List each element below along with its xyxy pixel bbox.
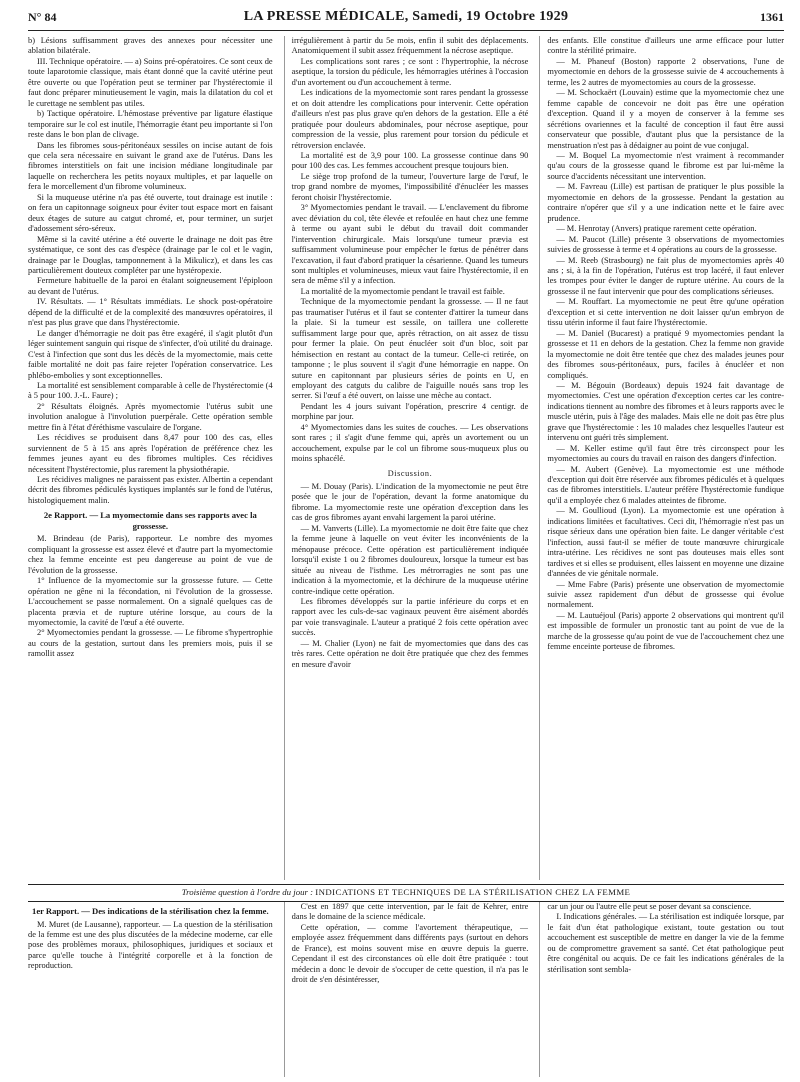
paragraph: car un jour ou l'autre elle peut se poser devant sa conscience. (547, 902, 752, 911)
paragraph: — M. Schockaërt (Louvain) estime que la myomectomie chez une femme capable de concevoir ne doit pas être une opération d'exception. Quand il y a moyen de conserver à la femme ses sécrétions ovariennes et la faculté de conception il faut être aussi conservateur que possible, d'autant plus que la persistance de la menstruation n'est pas à dédaigner au point de vue conjugal. (547, 88, 784, 150)
paragraph: Pendant les 4 jours suivant l'opération, prescrire 4 centigr. de morphine par jour. (291, 401, 529, 422)
question-prefix: Troisième question à l'ordre du jour : (181, 887, 314, 897)
paragraph: Les récidives se produisent dans 8,47 pour 100 des cas, elles surviennent de 5 à 15 ans après l'opération de préférence chez les femmes jeunes ayant eu des fibromes multiples. Ces récidives nécessitent l'hystérectomie, plus rarement la physiothérapie. (28, 433, 273, 474)
paragraph: 3° Myomectomies pendant le travail. — L'enclavement du fibrome avec déviation du col, tête élevée et refoulée en haut chez une femme à terme ou ayant subi le début du travail doit commander l'intervention chirurgicale. Mais lorsqu'une tumeur prævia est suffisamment volumineuse pour empêcher le fœtus de pénétrer dans l'excavation, il faut d'abord pratiquer la césarienne. Quand les tumeurs sont multiples et volumineuses, mieux vaut faire l'hystérectomie, il en sera de même s'il y a infection. (291, 203, 529, 286)
paragraph: 2° Résultats éloignés. Après myomectomie l'utérus subit une involution analogue à l'involution puerpérale. Cette opération semble mettre fin à l'état d'éréthisme vasculaire de l'organe. (28, 401, 273, 432)
paragraph: IV. Résultats. — 1° Résultats immédiats. Le shock post-opératoire dépend de la difficulté et de la complexité des manœuvres opératoires, il n'est pas plus grave que dans l'hystérectomie. (28, 297, 273, 328)
paragraph: C'est en 1897 que cette intervention, par le fait de Kehrer, entre dans le domaine de la science médicale. (291, 902, 529, 922)
question-title: INDICATIONS ET TECHNIQUES DE LA STÉRILISATION CHEZ LA FEMME (315, 887, 631, 897)
paragraph: — M. Aubert (Genève). La myomectomie est une méthode d'exception qui doit être réservée aux fibromes pédiculés et à quelques cas de fibromes interstitiels. L'auteur préfère l'hystérectomie fundique qu'il a employée chez 6 malades atteintes de fibrome. (547, 464, 784, 505)
paragraph: I. Indications générales. — La stérilisation est indiquée lorsque, par le fait d'un état pathologique existant, toute gestation ou tout accouchement est susceptible de mettre en danger la vie de la femme ou de compromettre gravement sa santé. Cet état pathologique peut être congénital ou acquis. De ce fait les indications générales de la stérilisation sont sembla- (547, 912, 784, 974)
paragraph: Technique de la myomectomie pendant la grossesse. — Il ne faut pas traumatiser l'utérus et il faut se contenter d'attirer la tumeur dans la plaie. Si la tumeur est sessile, on taillera une collerette suffisamment large pour que, après rétraction, on ait assez de tissu pour fermer la plaie. On peut énucléer soit d'un bloc, soit par hémisection en restant au contact de la tumeur. Celle-ci retirée, on tamponne ; le plus souvent il s'agit d'une hémorragie en nappe. On suture en capitonnant par plusieurs séries de points en U, en employant des catguts du calibre de l'aiguille noués sans trop les serrer. Si l'œuf a été ouvert, on laisse une mèche au contact. (291, 297, 529, 401)
paragraph: Les indications de la myomectomie sont rares pendant la grossesse et on doit attendre les complications pour intervenir. Cette opération d'ailleurs n'est pas plus grave qu'en dehors de la gestation. Elle a été pratiquée pour douleurs abdominales, pour nécrose aseptique, pour compression de la vessie, plus rarement pour torsion du pédicule et rétroversion enclavée. (291, 88, 529, 150)
bottom-columns (28, 902, 784, 1077)
paragraph: Le siège trop profond de la tumeur, l'ouverture large de l'œuf, le trop grand nombre de myomes, l'impossibilité d'énucléer les masses feront choisir l'hystérectomie. (291, 171, 529, 202)
paragraph: — M. Lautuéjoul (Paris) apporte 2 observations qui montrent qu'il est impossible de formuler un pronostic tant au point de vue de la marche de la grossesse qu'au point de vue de l'accouchement chez une femme enceinte porteuse de fibromes. (547, 610, 784, 652)
paragraph: 2° Myomectomies pendant la grossesse. — Le fibrome s'hypertrophie au cours de la gestation, surtout dans les premiers mois, puis il se ramollit assez (28, 628, 273, 659)
bottom-column-1 (28, 902, 273, 1077)
paragraph: — M. Chalier (Lyon) ne fait de myomectomies que dans des cas très rares. Cette opération ne doit être pratiquée que chez des femmes en mesure d'avoir (291, 638, 529, 669)
paragraph: Le danger d'hémorragie ne doit pas être exagéré, il s'agit plutôt d'un léger suintement sanguin qui risque de s'infecter, d'où utilité du drainage. C'est à l'infection que sont dus les décès de la myomectomie, mais cette faible mortalité ne doit pas faire rejeter l'opération conservatrice. Les phlébo-embolies y sont exceptionnelles. (28, 328, 273, 380)
paragraph: b) Tactique opératoire. L'hémostase préventive par ligature élastique temporaire sur le col est inutile, l'hémorragie étant peu importante si l'on reste dans le bon plan de clivage. (28, 109, 273, 140)
paragraph: Même si la cavité utérine a été ouverte le drainage ne doit pas être systématique, ce sont des cas d'espèce (drainage par le col et le vagin, drainage par le Douglas, tamponnement à la Mikulicz), et dans les cas particulièrement douteux compléter par une hystéropexie. (28, 234, 273, 275)
paragraph: — M. Rouffart. La myomectomie ne peut être qu'une opération d'exception et si cette intervention ne doit laisser qu'un embryon de tissu utérin informe il faut faire l'hystérectomie. (547, 297, 784, 328)
paragraph: — M. Phaneuf (Boston) rapporte 2 observations, l'une de myomectomie en dehors de la grossesse suivie de 4 accouchements à terme, les 2 autres de myomectomies au cours de la grossesse. (547, 56, 784, 87)
paragraph: 1° Influence de la myomectomie sur la grossesse future. — Cette opération ne gêne ni la fécondation, ni l'évolution de la grossesse. L'accouchement se passe normalement. On a signalé quelques cas de placenta prævia et de rupture utérine lorsque, au cours de la myomectomie, la cavité de l'œuf a été ouverte. (28, 576, 273, 628)
paragraph: Fermeture habituelle de la paroi en étalant soigneusement l'épiploon au devant de l'utérus. (28, 276, 273, 296)
paragraph: La mortalité est de 3,9 pour 100. La grossesse continue dans 90 pour 100 des cas. Les femmes accouchent presque toujours bien. (291, 150, 529, 171)
top-columns (28, 36, 784, 880)
paragraph: — M. Bégouin (Bordeaux) depuis 1924 fait davantage de myomectomies. C'est une opération d'exception certes car les contre-indications tiennent au nombre des fibromes et à leurs rapports avec le muscle utérin, puis à l'âge des malades. Mais elle ne doit pas être plus grave que l'hystérectomie : les 10 malades chez lesquelles l'auteur est intervenu ont guéri très simplement. (547, 380, 784, 443)
paragraph: — M. Vanverts (Lille). La myomectomie ne doit être faite que chez la femme jeune à laquelle on veut éviter les inconvénients de la ménopause précoce. Cette opération est particulièrement indiquée lorsqu'il existe 1 ou 2 fibromes douloureux, lorsque la tumeur est bas située au niveau de l'isthme. Les métrorragies ne sont pas une indication à la myomectomie, et la déchirure de la muqueuse utérine contre-indique cette opération. (291, 523, 529, 596)
bottom-column-2 (284, 902, 529, 1077)
paragraph: — Mme Fabre (Paris) présente une observation de myomectomie suivie assez rapidement d'un début de grossesse qui évolue normalement. (547, 579, 784, 610)
paragraph: — M. Keller estime qu'il faut être très circonspect pour les myomectomies au cours du travail en raison des dangers d'infection. (547, 443, 784, 464)
journal-title: LA PRESSE MÉDICALE, Samedi, 19 Octobre 1929 (243, 9, 569, 24)
paragraph: — M. Paucot (Lille) présente 3 observations de myomectomies suivies de grossesse à terme et 4 opérations au cours de la grossesse. (547, 234, 784, 255)
paragraph: M. Brindeau (de Paris), rapporteur. Le nombre des myomes compliquant la grossesse est assez élevé et d'autre part la myomectomie chez la femme enceinte est peu dangereuse au point de vue de l'évolution de la grossesse. (28, 534, 273, 575)
section-heading: 1er Rapport. — Des indications de la stérilisation chez la femme. (32, 906, 269, 916)
paragraph: — M. Reeb (Strasbourg) ne fait plus de myomectomies après 40 ans ; si, à la fin de l'opération, l'utérus est trop lacéré, il faut enlever les trompes pour éviter le danger de rupture utérine. Au cours de la grossesse il ne faut intervenir que pour des complications sérieuses. (547, 255, 784, 296)
paragraph: — M. Boquel La myomectomie n'est vraiment à recommander qu'au cours de la grossesse quand le fibrome est par lui-même la source d'accidents nécessitant une intervention. (547, 150, 784, 181)
paragraph: M. Muret (de Lausanne), rapporteur. — La question de la stérilisation de la femme est une des plus discutées de la médecine moderne, car elle pose des problèmes moraux, philosophiques, juridiques et sociaux et parce qu'elle touche à l'intégrité corporelle et à la fonction de reproduction. (28, 919, 273, 971)
paragraph: b) Lésions suffisamment graves des annexes pour nécessiter une ablation bilatérale. (28, 36, 273, 56)
paragraph: Les récidives malignes ne paraissent pas exister. Albertin a cependant décrit des fibromes pédiculés kystiques implantés sur le fond de l'utérus, histologiquement malin. (28, 475, 273, 505)
agenda-question-banner (28, 884, 784, 902)
bottom-column-3 (539, 902, 784, 1077)
paragraph: — M. Henrotay (Anvers) pratique rarement cette opération. (556, 224, 757, 234)
paragraph: Dans les fibromes sous-péritonéaux sessiles on incise autant de fois que cela sera nécessaire en suivant le grand axe de l'utérus. Dans les fibromes interstitiels on fait une incision médiane longitudinale par laquelle on recherchera les petits noyaux multiples, et par laquelle on fera le morcellement d'un fibrome volumineux. (28, 140, 273, 192)
paragraph: — M. Daniel (Bucarest) a pratiqué 9 myomectomies pendant la grossesse et 11 en dehors de la gestation. Chez la femme non gravide la myomectomie ne doit être tentée que chez des malades jeunes pour des fibromes sous-péritonéaux, purs, faciles à énucléer et non compliqués. (547, 328, 784, 380)
paragraph: Si la muqueuse utérine n'a pas été ouverte, tout drainage est inutile : on fera un capitonnage soigneux pour éviter tout espace mort en faisant deux étages de suture au catgut chromé, et, pour terminer, un surjet d'adossement séro-séreux. (28, 192, 273, 234)
issue-number: N° 84 (28, 9, 57, 24)
paragraph: La mortalité est sensiblement comparable à celle de l'hystérectomie (4 à 5 pour 100. J.-L. Faure) ; (28, 380, 273, 401)
paragraph: La mortalité de la myomectomie pendant le travail est faible. (300, 286, 505, 296)
column-3 (539, 36, 784, 880)
paragraph: — M. Favreau (Lille) est partisan de pratiquer le plus possible la myomectomie en dehors de la grossesse. Pendant la gestation au contraire n'opérer que s'il y a une indication nette et le faire avec prudence. (547, 182, 784, 223)
page-number: 1361 (760, 9, 784, 24)
paragraph: — M. Goullioud (Lyon). La myomectomie est une opération à indications limitées et facultatives. Ceci dit, l'hémorragie n'est pas un risque sérieux dans une opération bien faite. Le danger véritable c'est l'infection, aussi faut-il se méfier de toute manœuvre chirurgicale intra-utérine. Les récidives ne sont pas douteuses mais elles sont tardives et si elles se produisent, elles laissent en moyenne une dizaine d'années de vie génitale normale. (547, 506, 784, 579)
paragraph: Les complications sont rares ; ce sont : l'hypertrophie, la nécrose aseptique, la torsion du pédicule, les hémorragies utérines à l'occasion d'un avortement ou d'un accouchement à terme. (291, 56, 529, 87)
paragraph: 4° Myomectomies dans les suites de couches. — Les observations sont rares ; il s'agit d'une femme qui, après un avortement ou un accouchement, expulse par le col un fibrome sous-muqueux plus ou moins sphacélé. (291, 422, 529, 464)
discussion-title: Discussion. (387, 468, 433, 478)
section-heading: 2e Rapport. — La myomectomie dans ses rapports avec la grossesse. (43, 510, 257, 531)
paragraph: III. Technique opératoire. — a) Soins pré-opératoires. Ce sont ceux de toute laparotomie classique, mais étant donné que la cavité utérine peut être ouverte ou que l'opération peut se terminer par l'hystérectomie il faut donc préparer minutieusement le vagin, mais la dilatation du col et le curettage ne semblent pas utiles. (28, 56, 273, 108)
paragraph: Les fibromes développés sur la partie inférieure du corps et en rapport avec les culs-de-sac vaginaux peuvent être aisément abordés par voie transvaginale. L'auteur a pratiqué 2 fois cette opération avec succès. (291, 597, 529, 638)
paragraph: — M. Douay (Paris). L'indication de la myomectomie ne peut être posée que le jour de l'opération, devant la forme anatomique du fibrome. La myomectomie reste une opération d'exception dans les cas de gros fibromes ayant envahi largement la paroi utérine. (291, 482, 529, 523)
paragraph: des enfants. Elle constitue d'ailleurs une arme efficace pour lutter contre la stérilité primaire. (547, 36, 784, 56)
page-header (28, 4, 784, 31)
paragraph: Cette opération, — comme l'avortement thérapeutique, — employée assez fréquemment dans différents pays (surtout en dehors de France), est moins souvent mise en œuvre depuis la guerre. Cependant il est des circonstances où elle doit être pratiquée : tout médecin a donc le devoir de s'occuper de cette question, il n'a pas le droit de s'en désintéresser, (291, 922, 529, 985)
column-2 (284, 36, 529, 880)
column-1 (28, 36, 273, 880)
paragraph: irrégulièrement à partir du 5e mois, enfin il subit des déplacements. Anatomiquement il subit assez fréquemment la nécrose aseptique. (291, 36, 529, 56)
